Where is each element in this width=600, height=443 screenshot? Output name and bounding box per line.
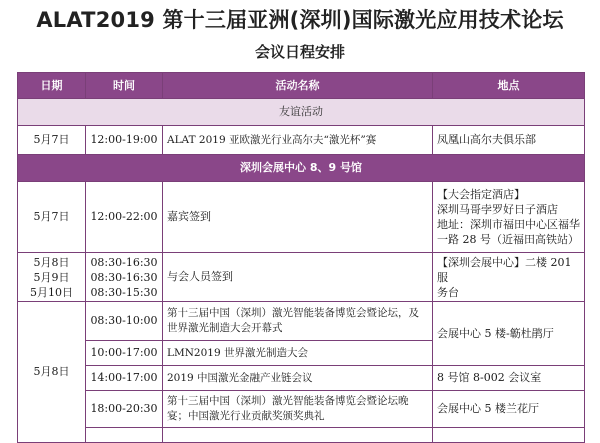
- row3-dates: 5月8日 5月9日 5月10日: [18, 253, 86, 302]
- row4-time-4: 18:00-20:30: [86, 391, 163, 428]
- row1-date: 5月7日: [18, 126, 86, 155]
- header-location: 地点: [433, 73, 585, 99]
- row4-activity-3: 2019 中国激光金融产业链会议: [163, 366, 433, 391]
- row4-location-1: 会展中心 5 楼-簕杜鹃厅: [433, 302, 585, 366]
- section-venue: 深圳会展中心 8、9 号馆: [18, 155, 585, 182]
- table-header-row: [18, 73, 585, 99]
- header-activity: 活动名称: [163, 73, 433, 99]
- table-row: [18, 428, 585, 443]
- row4-time-2: 10:00-17:00: [86, 341, 163, 366]
- table-row: [18, 391, 585, 428]
- section-friendship: 友谊活动: [18, 99, 585, 126]
- table-row: [18, 253, 585, 302]
- row3-activity: 与会人员签到: [163, 253, 433, 302]
- row4-activity-1: 第十三届中国（深圳）激光智能装备博览会暨论坛，及 世界激光制造大会开幕式: [163, 302, 433, 341]
- document-title: ALAT2019 第十三届亚洲(深圳)国际激光应用技术论坛: [36, 8, 564, 32]
- row3-times: 08:30-16:30 08:30-16:30 08:30-15:30: [86, 253, 163, 302]
- row4-date: 5月8日: [18, 302, 86, 443]
- schedule-table: [17, 72, 585, 443]
- row1-time: 12:00-19:00: [86, 126, 163, 155]
- row3-location: 【深圳会展中心】二楼 201 服 务台: [433, 253, 585, 302]
- header-time: 时间: [86, 73, 163, 99]
- row1-activity: ALAT 2019 亚欧激光行业高尔夫“激光杯”赛: [163, 126, 433, 155]
- row4-location-3: 会展中心 5 楼兰花厅: [433, 391, 585, 428]
- row5-activity: [163, 428, 433, 443]
- row2-activity: 嘉宾签到: [163, 182, 433, 253]
- header-date: 日期: [18, 73, 86, 99]
- row4-location-2: 8 号馆 8-002 会议室: [433, 366, 585, 391]
- section-row-friendship: [18, 99, 585, 126]
- row1-location: 凤凰山高尔夫俱乐部: [433, 126, 585, 155]
- row4-activity-4: 第十三届中国（深圳）激光智能装备博览会暨论坛晚 宴；中国激光行业贡献奖颁奖典礼: [163, 391, 433, 428]
- row4-time-1: 08:30-10:00: [86, 302, 163, 341]
- row2-time: 12:00-22:00: [86, 182, 163, 253]
- row4-activity-2: LMN2019 世界激光制造大会: [163, 341, 433, 366]
- table-row: [18, 366, 585, 391]
- table-row: [18, 302, 585, 341]
- row5-location: [433, 428, 585, 443]
- row2-location: 【大会指定酒店】 深圳马哥孛罗好日子酒店 地址：深圳市福田中心区福华 一路 28 号（近福田高铁站）: [433, 182, 585, 253]
- section-row-venue: [18, 155, 585, 182]
- table-row: [18, 182, 585, 253]
- row2-date: 5月7日: [18, 182, 86, 253]
- table-row: [18, 126, 585, 155]
- document-subtitle: 会议日程安排: [254, 43, 345, 61]
- row4-time-3: 14:00-17:00: [86, 366, 163, 391]
- row5-time: [86, 428, 163, 443]
